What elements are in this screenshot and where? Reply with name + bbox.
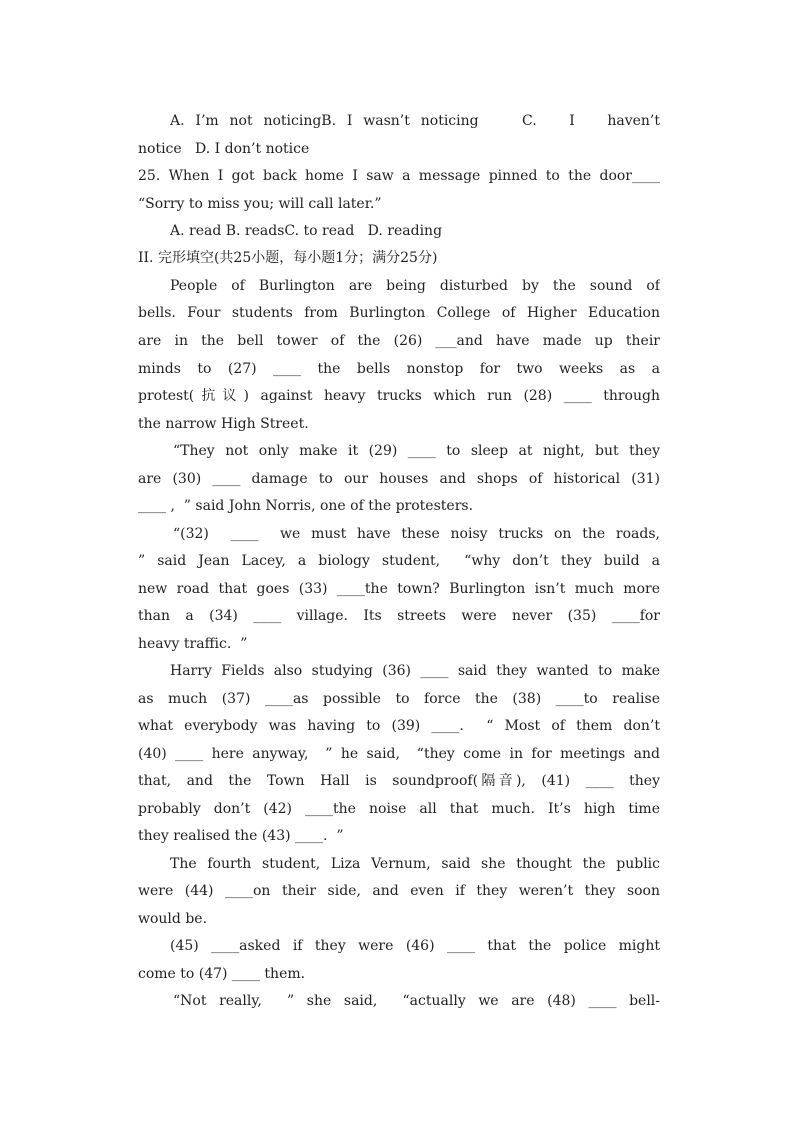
passage-line: were (44) ____on their side, and even if they weren’t they soon bbox=[138, 883, 660, 899]
passage-line: new road that goes (33) ____the town? Burlington isn’t much more bbox=[138, 581, 660, 597]
passage-line: minds to (27) ____ the bells nonstop for two weeks as a bbox=[138, 361, 660, 377]
section-heading: II. 完形填空(共25小题，每小题1分；满分25分) bbox=[138, 250, 438, 266]
passage-line: they realised the (43) ____. ” bbox=[138, 828, 344, 844]
passage-line: probably don’t (42) ____the noise all that much. It’s high time bbox=[138, 801, 660, 817]
passage-line: the narrow High Street. bbox=[138, 416, 309, 432]
passage-line: “Not really, ” she said, “actually we are (48) ____ bell- bbox=[173, 993, 660, 1009]
passage-line: bells. Four students from Burlington College of Higher Education bbox=[138, 305, 660, 321]
passage-line: “They not only make it (29) ____ to sleep at night, but they bbox=[173, 443, 660, 459]
passage-line: are in the bell tower of the (26) ___and have made up their bbox=[138, 333, 660, 349]
passage-line: “(32) ____ we must have these noisy trucks on the roads, bbox=[173, 526, 660, 542]
passage-line: Harry Fields also studying (36) ____ said they wanted to make bbox=[170, 663, 660, 679]
passage-line: what everybody was having to (39) ____. “ Most of them don’t bbox=[138, 718, 660, 734]
passage-line: ____ , ” said John Norris, one of the protesters. bbox=[138, 498, 474, 514]
question-25-quote: “Sorry to miss you; will call later.” bbox=[138, 196, 382, 212]
passage-line: The fourth student, Liza Vernum, said she thought the public bbox=[170, 856, 660, 872]
option-line-24: A. I’m not noticingB. I wasn’t noticing C. I haven’t bbox=[170, 113, 660, 129]
passage-line: than a (34) ____ village. Its streets were never (35) ____for bbox=[138, 608, 660, 624]
passage-line: (40) ____ here anyway, ” he said, “they come in for meetings and bbox=[138, 746, 660, 762]
question-25: 25. When I got back home I saw a message pinned to the door____ bbox=[138, 168, 660, 184]
passage-line: People of Burlington are being disturbed by the sound of bbox=[170, 278, 660, 294]
passage-line: (45) ____asked if they were (46) ____ that the police might bbox=[170, 938, 660, 954]
passage-line: are (30) ____ damage to our houses and shops of historical (31) bbox=[138, 471, 660, 487]
passage-line: that, and the Town Hall is soundproof(隔音), (41) ____ they bbox=[138, 773, 660, 789]
passage-line: would be. bbox=[138, 911, 208, 927]
option-line-24-cont: notice D. I don’t notice bbox=[138, 141, 310, 157]
passage-line: protest(抗议) against heavy trucks which run (28) ____ through bbox=[138, 388, 660, 404]
passage-line: as much (37) ____as possible to force the (38) ____to realise bbox=[138, 691, 660, 707]
passage-line: come to (47) ____ them. bbox=[138, 966, 306, 982]
passage-line: heavy traffic. ” bbox=[138, 636, 248, 652]
passage-line: ” said Jean Lacey, a biology student, “why don’t they build a bbox=[138, 553, 660, 569]
option-line-25: A. read B. readsC. to read D. reading bbox=[170, 223, 443, 239]
